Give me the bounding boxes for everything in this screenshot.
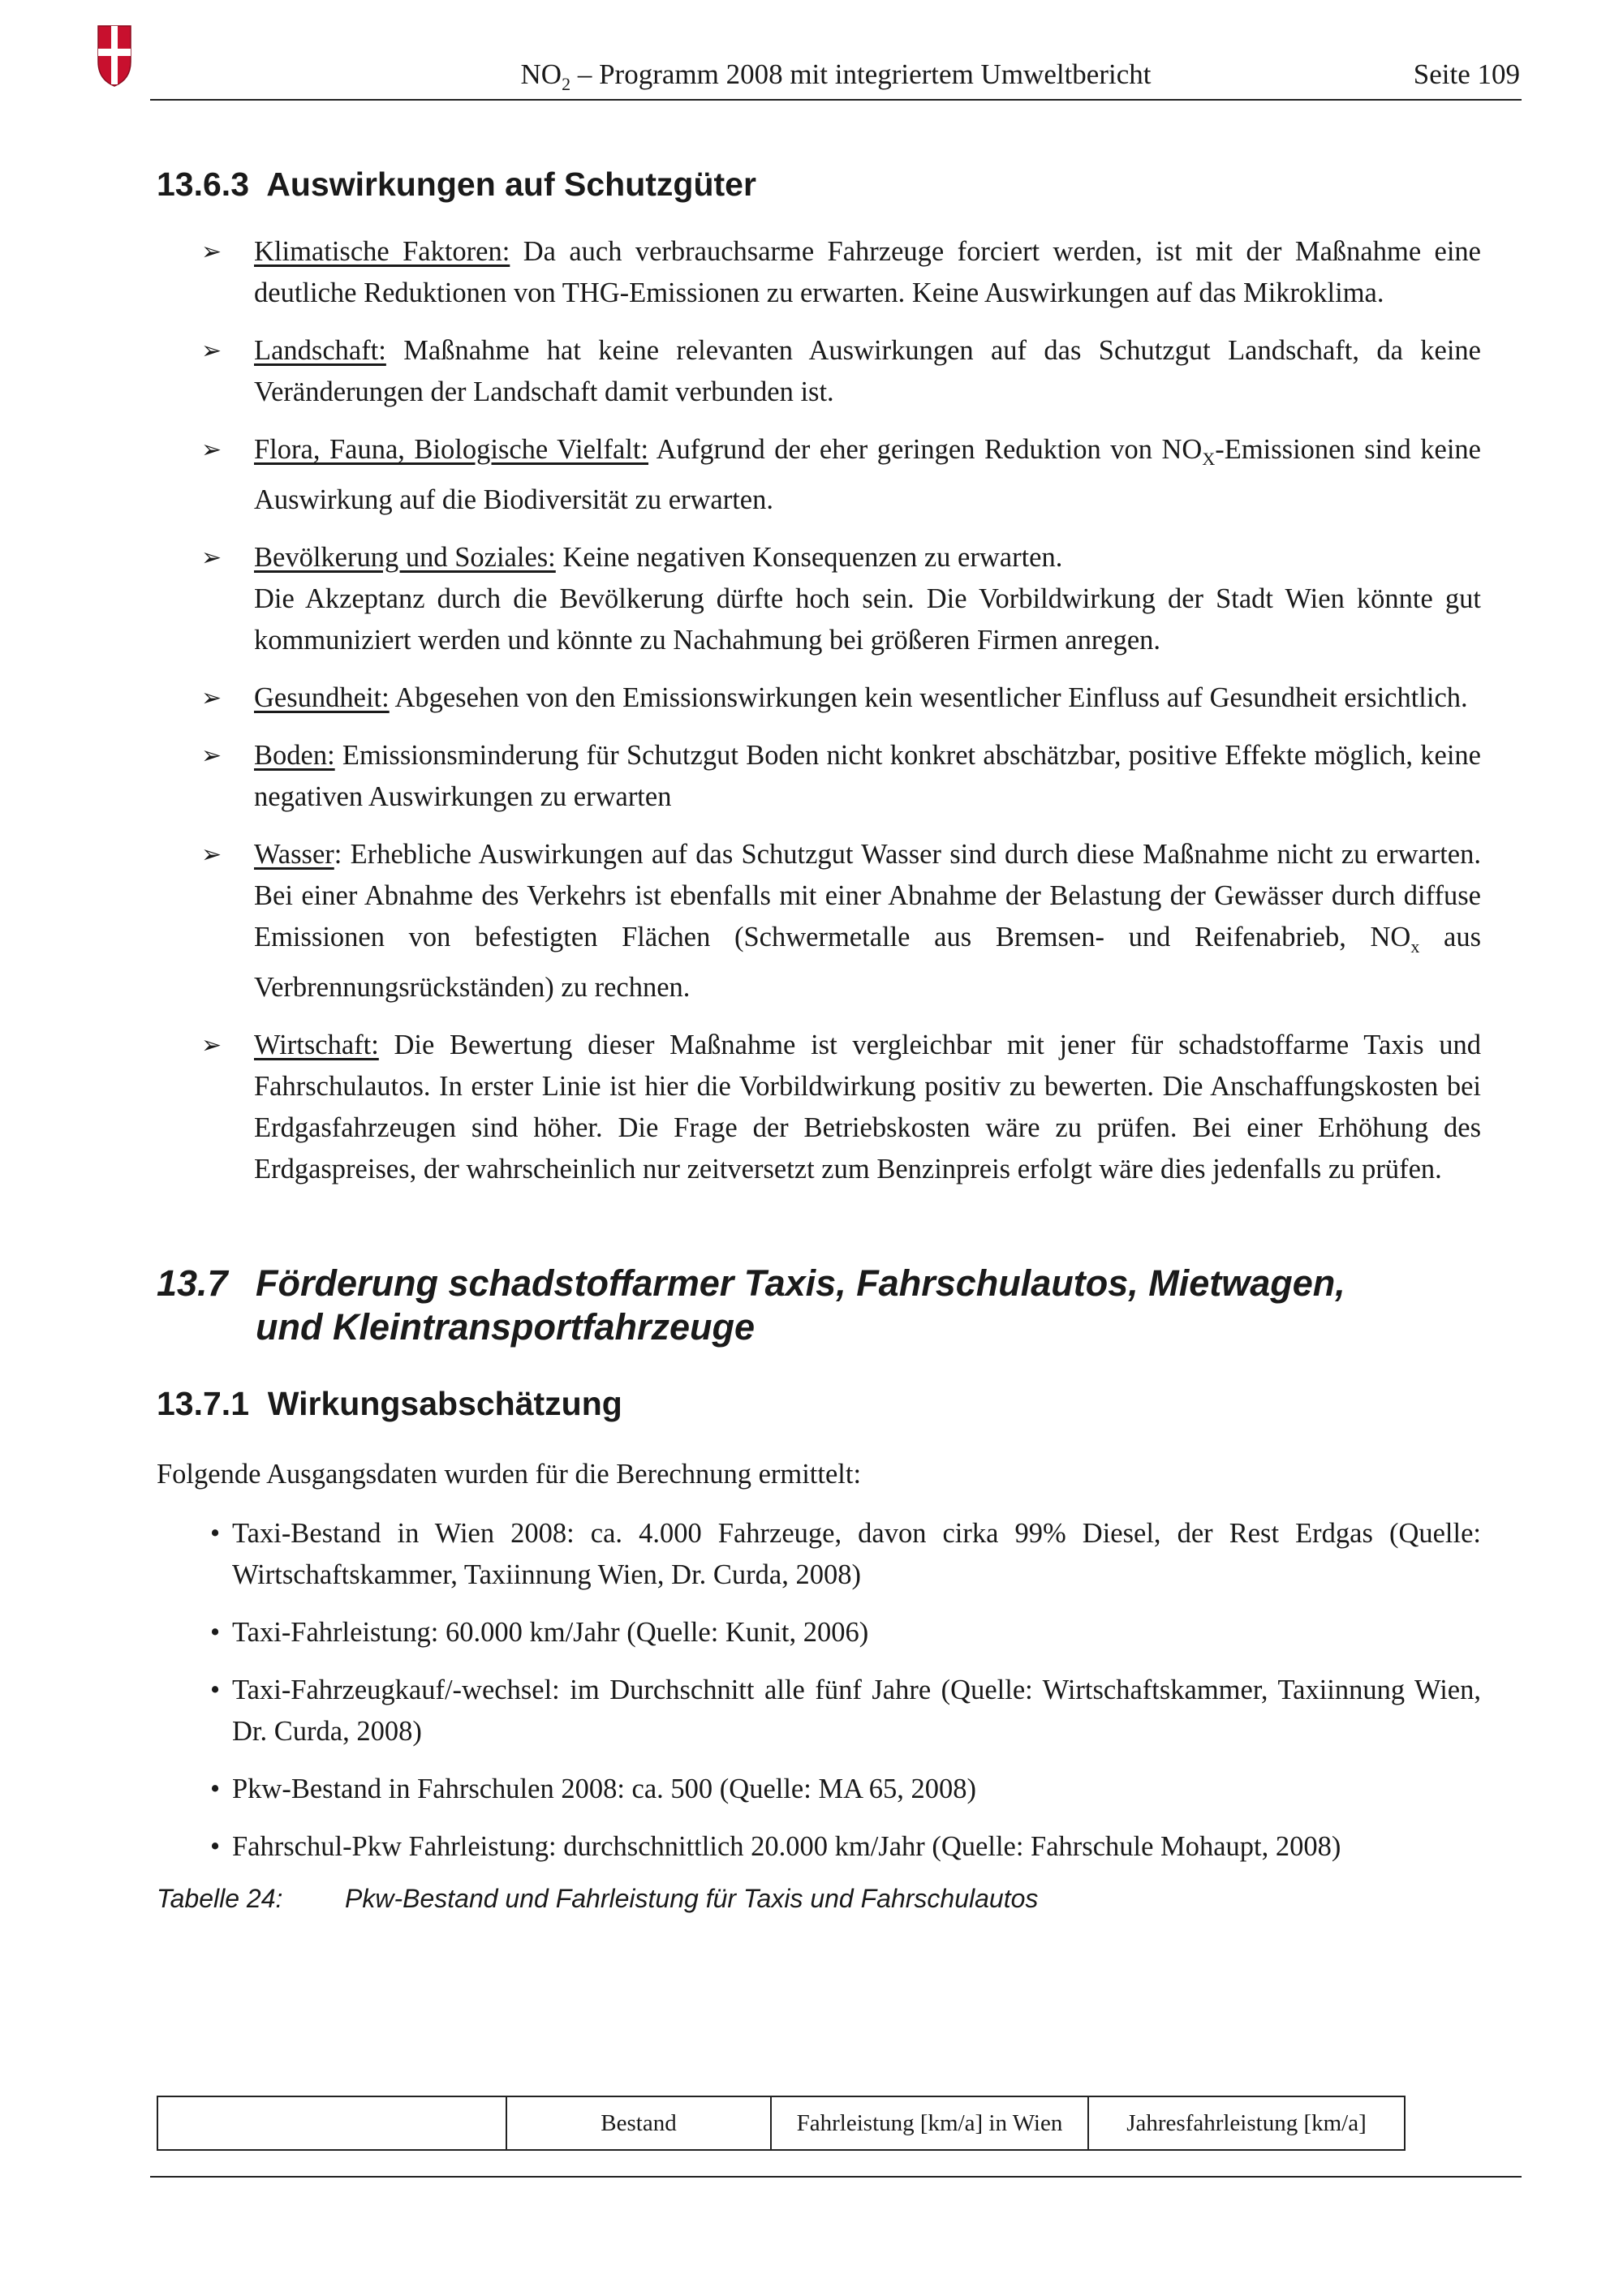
bullet-dot-icon: • bbox=[210, 1616, 221, 1648]
document-title: $NO_2$ – Programm 2008 mit integriertem Umweltbericht bbox=[520, 58, 1152, 94]
list-item: ➢ Bevölkerung und Soziales: Keine negativen Konsequenzen zu erwarten. Die Akzeptanz durch die Bevölkerung dürfte hoch sein. Die Vorbildwirkung der Stadt Wien könnte gut kommuniziert werden und könnte zu Nachahmung bei größeren Firmen anregen. bbox=[157, 537, 1481, 661]
arrow-bullet-icon: ➢ bbox=[201, 238, 222, 266]
arrow-bullet-icon: ➢ bbox=[201, 741, 222, 770]
list-item: ➢ Landschaft: Maßnahme hat keine relevanten Auswirkungen auf das Schutzgut Landschaft, da keine Veränderungen der Landschaft damit verbunden ist. bbox=[157, 330, 1481, 413]
list-item: • Fahrschul-Pkw Fahrleistung: durchschnittlich 20.000 km/Jahr (Quelle: Fahrschule Mohaupt, 2008) bbox=[157, 1826, 1481, 1868]
list-item: ➢ Wirtschaft: Die Bewertung dieser Maßnahme ist vergleichbar mit jener für schadstoffarme Taxis und Fahrschulautos. In erster Linie ist hier die Vorbildwirkung positiv zu bewerten. Die Anschaffungskosten bei Erdgasfahrzeugen sind höher. Die Frage der Betriebskosten wäre zu prüfen. Bei einer Erhöhung des Erdgaspreises, der wahrscheinlich nur zeitversetzt zum Benzinpreis erfolgt wäre dies jedenfalls zu prüfen. bbox=[157, 1025, 1481, 1190]
table-header-cell: Fahrleistung [km/a] in Wien bbox=[771, 2096, 1088, 2150]
list-item: ➢ Boden: Emissionsminderung für Schutzgut Boden nicht konkret abschätzbar, positive Effekte möglich, keine negativen Auswirkungen zu erwarten bbox=[157, 735, 1481, 818]
page-header bbox=[150, 55, 1522, 101]
page-number: Seite 109 bbox=[1413, 58, 1520, 90]
list-item: ➢ Flora, Fauna, Biologische Vielfalt: Aufgrund der eher geringen Reduktion von $NO_X$-Emissionen sind keine Auswirkung auf die Biodiversität zu erwarten. bbox=[157, 429, 1481, 521]
table-header-cell: Jahresfahrleistung [km/a] bbox=[1088, 2096, 1405, 2150]
section-heading-13-7: 13.7 Förderung schadstoffarmer Taxis, Fahrschulautos, Mietwagen, und Kleintransportfahrzeuge bbox=[157, 1262, 1345, 1348]
ausgangsdaten-list bbox=[157, 1513, 1481, 1868]
footer-divider bbox=[150, 2176, 1522, 2178]
list-item: • Taxi-Bestand in Wien 2008: ca. 4.000 Fahrzeuge, davon cirka 99% Diesel, der Rest Erdgas (Quelle: Wirtschaftskammer, Taxiinnung Wien, Dr. Curda, 2008) bbox=[157, 1513, 1481, 1596]
arrow-bullet-icon: ➢ bbox=[201, 1030, 222, 1060]
schutzgueter-list bbox=[157, 231, 1481, 1190]
bullet-dot-icon: • bbox=[210, 1674, 221, 1705]
arrow-bullet-icon: ➢ bbox=[201, 337, 222, 365]
bullet-dot-icon: • bbox=[210, 1517, 221, 1549]
bullet-dot-icon: • bbox=[210, 1773, 221, 1804]
list-item: • Taxi-Fahrzeugkauf/-wechsel: im Durchschnitt alle fünf Jahre (Quelle: Wirtschaftskammer, Taxiinnung Wien, Dr. Curda, 2008) bbox=[157, 1670, 1481, 1752]
vienna-coat-of-arms-logo bbox=[97, 24, 131, 88]
arrow-bullet-icon: ➢ bbox=[201, 436, 222, 464]
table-caption: Tabelle 24: Pkw-Bestand und Fahrleistung für Taxis und Fahrschulautos bbox=[157, 1883, 1039, 1913]
table-header-cell: Bestand bbox=[506, 2096, 771, 2150]
list-item: • Pkw-Bestand in Fahrschulen 2008: ca. 500 (Quelle: MA 65, 2008) bbox=[157, 1769, 1481, 1810]
table-header-cell bbox=[157, 2096, 506, 2150]
section-heading-13-7-1: 13.7.1 Wirkungsabschätzung bbox=[157, 1384, 622, 1422]
list-item: ➢ Wasser: Erhebliche Auswirkungen auf das Schutzgut Wasser sind durch diese Maßnahme nicht zu erwarten. Bei einer Abnahme des Verkehrs ist ebenfalls mit einer Abnahme der Belastung der Gewässer durch diffuse Emissionen von befestigten Flächen (Schwermetalle aus Bremsen- und Reifenabrieb, $NO_x$ aus Verbrennungsrückständen) zu rechnen. bbox=[157, 834, 1481, 1008]
list-item: • Taxi-Fahrleistung: 60.000 km/Jahr (Quelle: Kunit, 2006) bbox=[157, 1612, 1481, 1653]
page-body bbox=[157, 166, 1481, 1914]
table-header-row bbox=[157, 2096, 1405, 2150]
list-item: ➢ Klimatische Faktoren: Da auch verbrauchsarme Fahrzeuge forciert werden, ist mit der Maßnahme eine deutliche Reduktionen von THG-Emissionen zu erwarten. Keine Auswirkungen auf das Mikroklima. bbox=[157, 231, 1481, 314]
section-heading-13-6-3: 13.6.3 Auswirkungen auf Schutzgüter bbox=[157, 166, 756, 203]
arrow-bullet-icon: ➢ bbox=[201, 543, 222, 572]
intro-paragraph: Folgende Ausgangsdaten wurden für die Berechnung ermittelt: bbox=[157, 1458, 862, 1490]
bullet-dot-icon: • bbox=[210, 1830, 221, 1862]
list-item: ➢ Gesundheit: Abgesehen von den Emissionswirkungen kein wesentlicher Einfluss auf Gesundheit ersichtlich. bbox=[157, 677, 1481, 719]
arrow-bullet-icon: ➢ bbox=[201, 683, 222, 712]
data-table bbox=[157, 2096, 1406, 2151]
arrow-bullet-icon: ➢ bbox=[201, 840, 222, 869]
